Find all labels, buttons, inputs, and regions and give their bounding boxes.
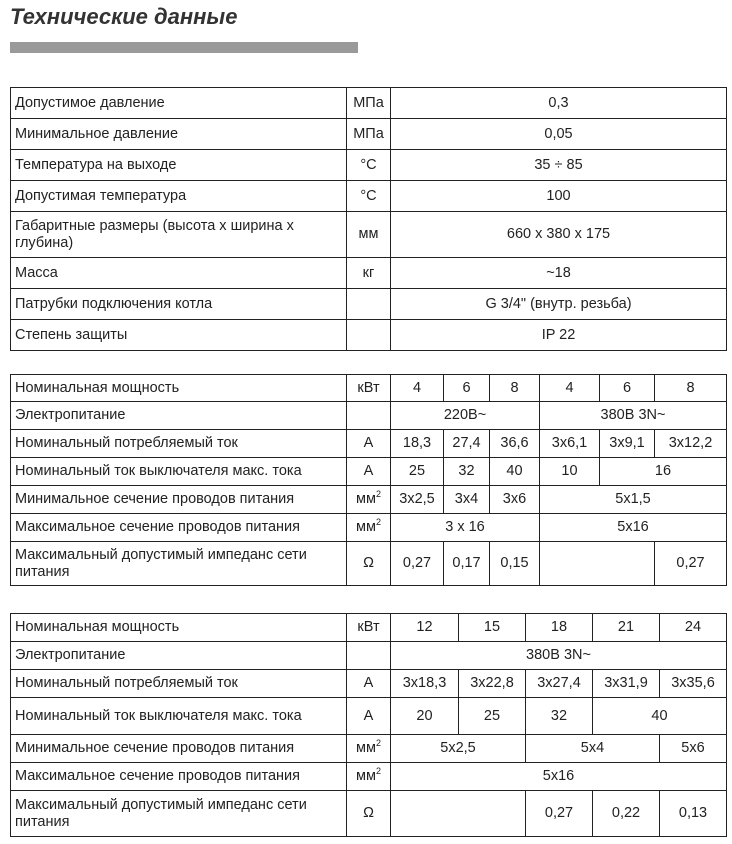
unit-superscript: 2 (375, 489, 381, 500)
row-label: Номинальная мощность (11, 614, 347, 642)
current-cell: 3х35,6 (660, 670, 727, 698)
current-cell: 3х22,8 (459, 670, 526, 698)
row-label: Максимальный допустимый импеданс сети питания (11, 791, 347, 837)
electrical-specs-table-small (10, 374, 727, 586)
imp-cell-empty (391, 791, 526, 837)
general-specs-table (10, 87, 727, 351)
table-row (11, 791, 727, 837)
row-unit: А (347, 430, 391, 458)
row-label: Номинальный потребляемый ток (11, 430, 347, 458)
breaker-cell: 10 (540, 458, 600, 486)
breaker-cell: 20 (391, 698, 459, 735)
unit-text: мм (356, 519, 376, 535)
table-row (11, 181, 727, 212)
table-row (11, 375, 727, 402)
current-cell: 3х31,9 (593, 670, 660, 698)
spec-label: Габаритные размеры (высота х ширина х глубина) (11, 212, 347, 258)
spec-label: Допустимое давление (11, 88, 347, 119)
current-cell: 18,3 (391, 430, 444, 458)
current-cell: 3х18,3 (391, 670, 459, 698)
spec-label: Температура на выходе (11, 150, 347, 181)
current-cell: 3х6,1 (540, 430, 600, 458)
row-unit (347, 642, 391, 670)
breaker-cell: 25 (459, 698, 526, 735)
row-label: Максимальное сечение проводов питания (11, 763, 347, 791)
page-title: Технические данные (10, 4, 238, 29)
power-cell: 24 (660, 614, 727, 642)
spec-value: G 3/4" (внутр. резьба) (391, 289, 727, 320)
imp-cell-empty (540, 542, 655, 586)
unit-text: мм (356, 491, 376, 507)
minsec-cell: 5х1,5 (540, 486, 727, 514)
row-unit (347, 514, 391, 542)
power-cell: 12 (391, 614, 459, 642)
spec-value: ~18 (391, 258, 727, 289)
spec-unit (347, 289, 391, 320)
spec-label: Минимальное давление (11, 119, 347, 150)
row-unit: кВт (347, 614, 391, 642)
row-unit: Ω (347, 791, 391, 837)
current-cell: 3х12,2 (655, 430, 727, 458)
unit-superscript: 2 (375, 517, 381, 528)
spec-value: 0,05 (391, 119, 727, 150)
maxsec-cell: 5х16 (391, 763, 727, 791)
supply-cell: 380В 3N~ (391, 642, 727, 670)
minsec-cell: 3х2,5 (391, 486, 444, 514)
table-row (11, 735, 727, 763)
spec-value: 35 ÷ 85 (391, 150, 727, 181)
power-cell: 8 (490, 375, 540, 402)
breaker-cell: 25 (391, 458, 444, 486)
row-label: Минимальное сечение проводов питания (11, 486, 347, 514)
spec-label: Масса (11, 258, 347, 289)
minsec-cell: 5х2,5 (391, 735, 526, 763)
table-row (11, 289, 727, 320)
imp-cell: 0,27 (526, 791, 593, 837)
row-unit (347, 486, 391, 514)
electrical-specs-table-large (10, 613, 727, 837)
unit-text: мм (356, 740, 376, 756)
power-cell: 8 (655, 375, 727, 402)
spec-unit (347, 320, 391, 351)
spec-unit: МПа (347, 119, 391, 150)
row-label: Номинальная мощность (11, 375, 347, 402)
maxsec-cell: 5х16 (540, 514, 727, 542)
spec-unit: °С (347, 181, 391, 212)
spec-unit: °С (347, 150, 391, 181)
spec-label: Степень защиты (11, 320, 347, 351)
row-label: Электропитание (11, 642, 347, 670)
table-row (11, 670, 727, 698)
row-unit: А (347, 670, 391, 698)
maxsec-cell: 3 х 16 (391, 514, 540, 542)
table-row (11, 763, 727, 791)
table-row (11, 402, 727, 430)
row-label: Номинальный ток выключателя макс. тока (11, 458, 347, 486)
power-cell: 4 (391, 375, 444, 402)
power-cell: 6 (444, 375, 490, 402)
current-cell: 3х27,4 (526, 670, 593, 698)
row-unit: А (347, 698, 391, 735)
unit-superscript: 2 (375, 766, 381, 777)
table-row (11, 258, 727, 289)
title-underline-bar (10, 42, 358, 53)
spec-label: Патрубки подключения котла (11, 289, 347, 320)
breaker-cell: 32 (444, 458, 490, 486)
table-row (11, 486, 727, 514)
row-unit (347, 735, 391, 763)
breaker-cell: 40 (490, 458, 540, 486)
table-row (11, 698, 727, 735)
imp-cell: 0,17 (444, 542, 490, 586)
row-unit (347, 763, 391, 791)
table-row (11, 320, 727, 351)
row-label: Максимальный допустимый импеданс сети питания (11, 542, 347, 586)
current-cell: 36,6 (490, 430, 540, 458)
spec-unit: мм (347, 212, 391, 258)
table-row (11, 614, 727, 642)
spec-unit: МПа (347, 88, 391, 119)
current-cell: 3х9,1 (600, 430, 655, 458)
table-row (11, 542, 727, 586)
imp-cell: 0,27 (655, 542, 727, 586)
row-label: Максимальное сечение проводов питания (11, 514, 347, 542)
imp-cell: 0,27 (391, 542, 444, 586)
minsec-cell: 5х6 (660, 735, 727, 763)
unit-superscript: 2 (375, 738, 381, 749)
spec-value: IP 22 (391, 320, 727, 351)
power-cell: 6 (600, 375, 655, 402)
current-cell: 27,4 (444, 430, 490, 458)
row-unit: Ω (347, 542, 391, 586)
table-row (11, 642, 727, 670)
spec-value: 100 (391, 181, 727, 212)
row-label: Минимальное сечение проводов питания (11, 735, 347, 763)
row-label: Электропитание (11, 402, 347, 430)
table-row (11, 212, 727, 258)
table-row (11, 430, 727, 458)
spec-value: 0,3 (391, 88, 727, 119)
minsec-cell: 5х4 (526, 735, 660, 763)
power-cell: 21 (593, 614, 660, 642)
unit-text: мм (356, 768, 376, 784)
spec-value: 660 х 380 х 175 (391, 212, 727, 258)
table-row (11, 458, 727, 486)
supply-cell: 220В~ (391, 402, 540, 430)
power-cell: 15 (459, 614, 526, 642)
table-row (11, 88, 727, 119)
spec-unit: кг (347, 258, 391, 289)
breaker-cell: 16 (600, 458, 727, 486)
table-row (11, 119, 727, 150)
imp-cell: 0,13 (660, 791, 727, 837)
minsec-cell: 3х6 (490, 486, 540, 514)
supply-cell: 380В 3N~ (540, 402, 727, 430)
imp-cell: 0,22 (593, 791, 660, 837)
minsec-cell: 3х4 (444, 486, 490, 514)
row-unit: А (347, 458, 391, 486)
power-cell: 4 (540, 375, 600, 402)
row-unit (347, 402, 391, 430)
power-cell: 18 (526, 614, 593, 642)
spec-label: Допустимая температура (11, 181, 347, 212)
row-label: Номинальный потребляемый ток (11, 670, 347, 698)
row-label: Номинальный ток выключателя макс. тока (11, 698, 347, 735)
row-unit: кВт (347, 375, 391, 402)
breaker-cell: 32 (526, 698, 593, 735)
breaker-cell: 40 (593, 698, 727, 735)
table-row (11, 150, 727, 181)
table-row (11, 514, 727, 542)
imp-cell: 0,15 (490, 542, 540, 586)
